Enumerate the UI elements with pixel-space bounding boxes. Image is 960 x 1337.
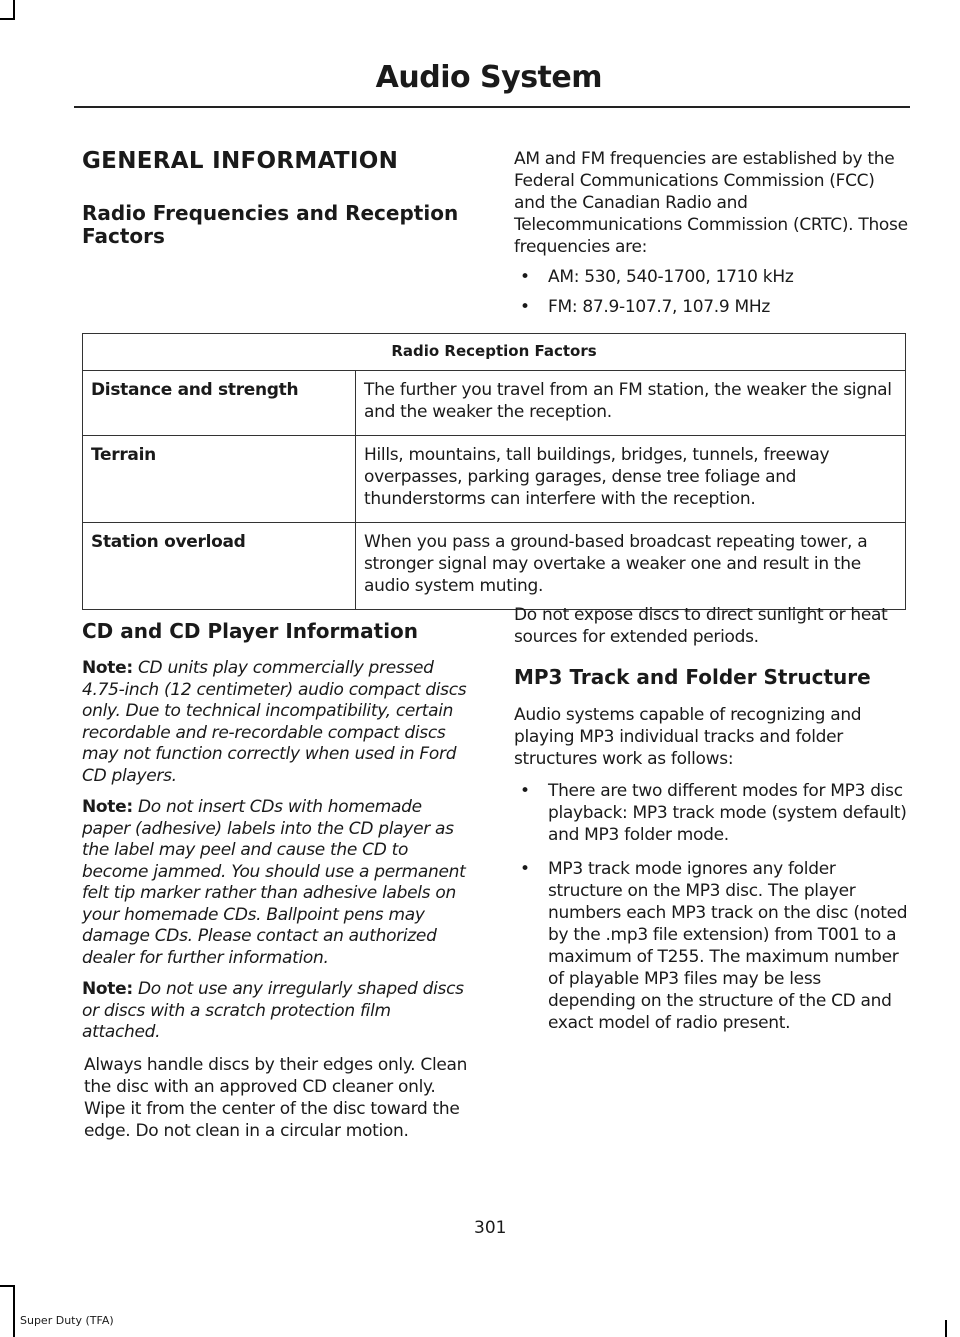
- bullet-icon: •: [520, 297, 530, 317]
- cd-info-section: [82, 618, 474, 1142]
- table-row: [83, 371, 906, 436]
- mp3-section-title: MP3 Track and Folder Structure: [514, 665, 871, 689]
- note-label: Note:: [82, 658, 133, 678]
- footer-text: Super Duty (TFA): [20, 1314, 114, 1327]
- factor-name: Terrain: [83, 436, 356, 523]
- header-divider: [74, 106, 910, 108]
- list-item: • AM: 530, 540-1700, 1710 kHz: [520, 267, 794, 287]
- disc-handling-text: Always handle discs by their edges only. Clean the disc with an approved CD cleaner only. Wipe it from the center of the disc toward the edge. Do not clean in a circular motion.: [84, 1054, 468, 1141]
- list-item: • There are two different modes for MP3 disc playback: MP3 track mode (system default) and MP3 folder mode.: [520, 781, 907, 845]
- bullet-icon: •: [520, 859, 530, 879]
- crop-mark: [0, 18, 15, 20]
- factor-description: The further you travel from an FM station, the weaker the signal and the weaker the reception.: [356, 371, 906, 436]
- sunlight-warning: Do not expose discs to direct sunlight or heat sources for extended periods.: [514, 605, 888, 647]
- mp3-list: [514, 780, 910, 1034]
- note-label: Note:: [82, 797, 133, 817]
- mp3-info-section: [514, 604, 910, 1042]
- factor-description: When you pass a ground-based broadcast repeating tower, a stronger signal may overtake a weaker one and result in the audio system muting.: [356, 523, 906, 610]
- crop-mark: [945, 1320, 947, 1337]
- frequency-intro: AM and FM frequencies are established by the Federal Communications Commission (FCC) and the Canadian Radio and Telecommunications Commission (CRTC). Those frequencies are:: [514, 149, 908, 257]
- section-title: GENERAL INFORMATION: [82, 148, 399, 174]
- factor-name: Distance and strength: [83, 371, 356, 436]
- frequency-info: [514, 148, 910, 326]
- page-number: 301: [474, 1218, 507, 1238]
- note-label: Note:: [82, 979, 133, 999]
- section-heading-block: [82, 148, 474, 248]
- table-header-row: [83, 334, 906, 371]
- list-item: • MP3 track mode ignores any folder structure on the MP3 disc. The player numbers each MP3 track on the disc (noted by the .mp3 file extension) from T001 to a maximum of T255. The maximum number of playable MP3 files may be less depending on the structure of the CD and exact model of radio present.: [520, 859, 908, 1033]
- list-item: • FM: 87.9-107.7, 107.9 MHz: [520, 297, 770, 317]
- page-header-title: Audio System: [375, 60, 602, 95]
- reception-factors-table: [82, 333, 906, 610]
- section-subtitle: Radio Frequencies and Reception Factors: [82, 201, 459, 248]
- mp3-intro: Audio systems capable of recognizing and playing MP3 individual tracks and folder structures work as follows:: [514, 705, 862, 769]
- cd-section-title: CD and CD Player Information: [82, 619, 419, 643]
- table-row: [83, 523, 906, 610]
- note: Note: CD units play commercially pressed 4.75-inch (12 centimeter) audio compact discs only. Due to technical incompatibility, certain recordable and re-recordable compact discs may not function correctly when used in Ford CD players.: [82, 658, 467, 786]
- note: Note: Do not use any irregularly shaped discs or discs with a scratch protection film attached.: [82, 979, 464, 1042]
- bullet-icon: •: [520, 267, 530, 287]
- note: Note: Do not insert CDs with homemade paper (adhesive) labels into the CD player as the label may peel and cause the CD to become jammed. You should use a permanent felt tip marker rather than adhesive labels on your homemade CDs. Ballpoint pens may damage CDs. Please contact an authorized dealer for further information.: [82, 797, 466, 968]
- factor-description: Hills, mountains, tall buildings, bridges, tunnels, freeway overpasses, parking garages, dense tree foliage and thunderstorms can interfere with the reception.: [356, 436, 906, 523]
- table-title: Radio Reception Factors: [83, 334, 906, 371]
- bullet-icon: •: [520, 781, 530, 801]
- crop-mark: [0, 1285, 15, 1287]
- frequency-list: [514, 266, 910, 318]
- table-row: [83, 436, 906, 523]
- factor-name: Station overload: [83, 523, 356, 610]
- crop-mark: [13, 0, 15, 18]
- crop-mark: [13, 1285, 15, 1337]
